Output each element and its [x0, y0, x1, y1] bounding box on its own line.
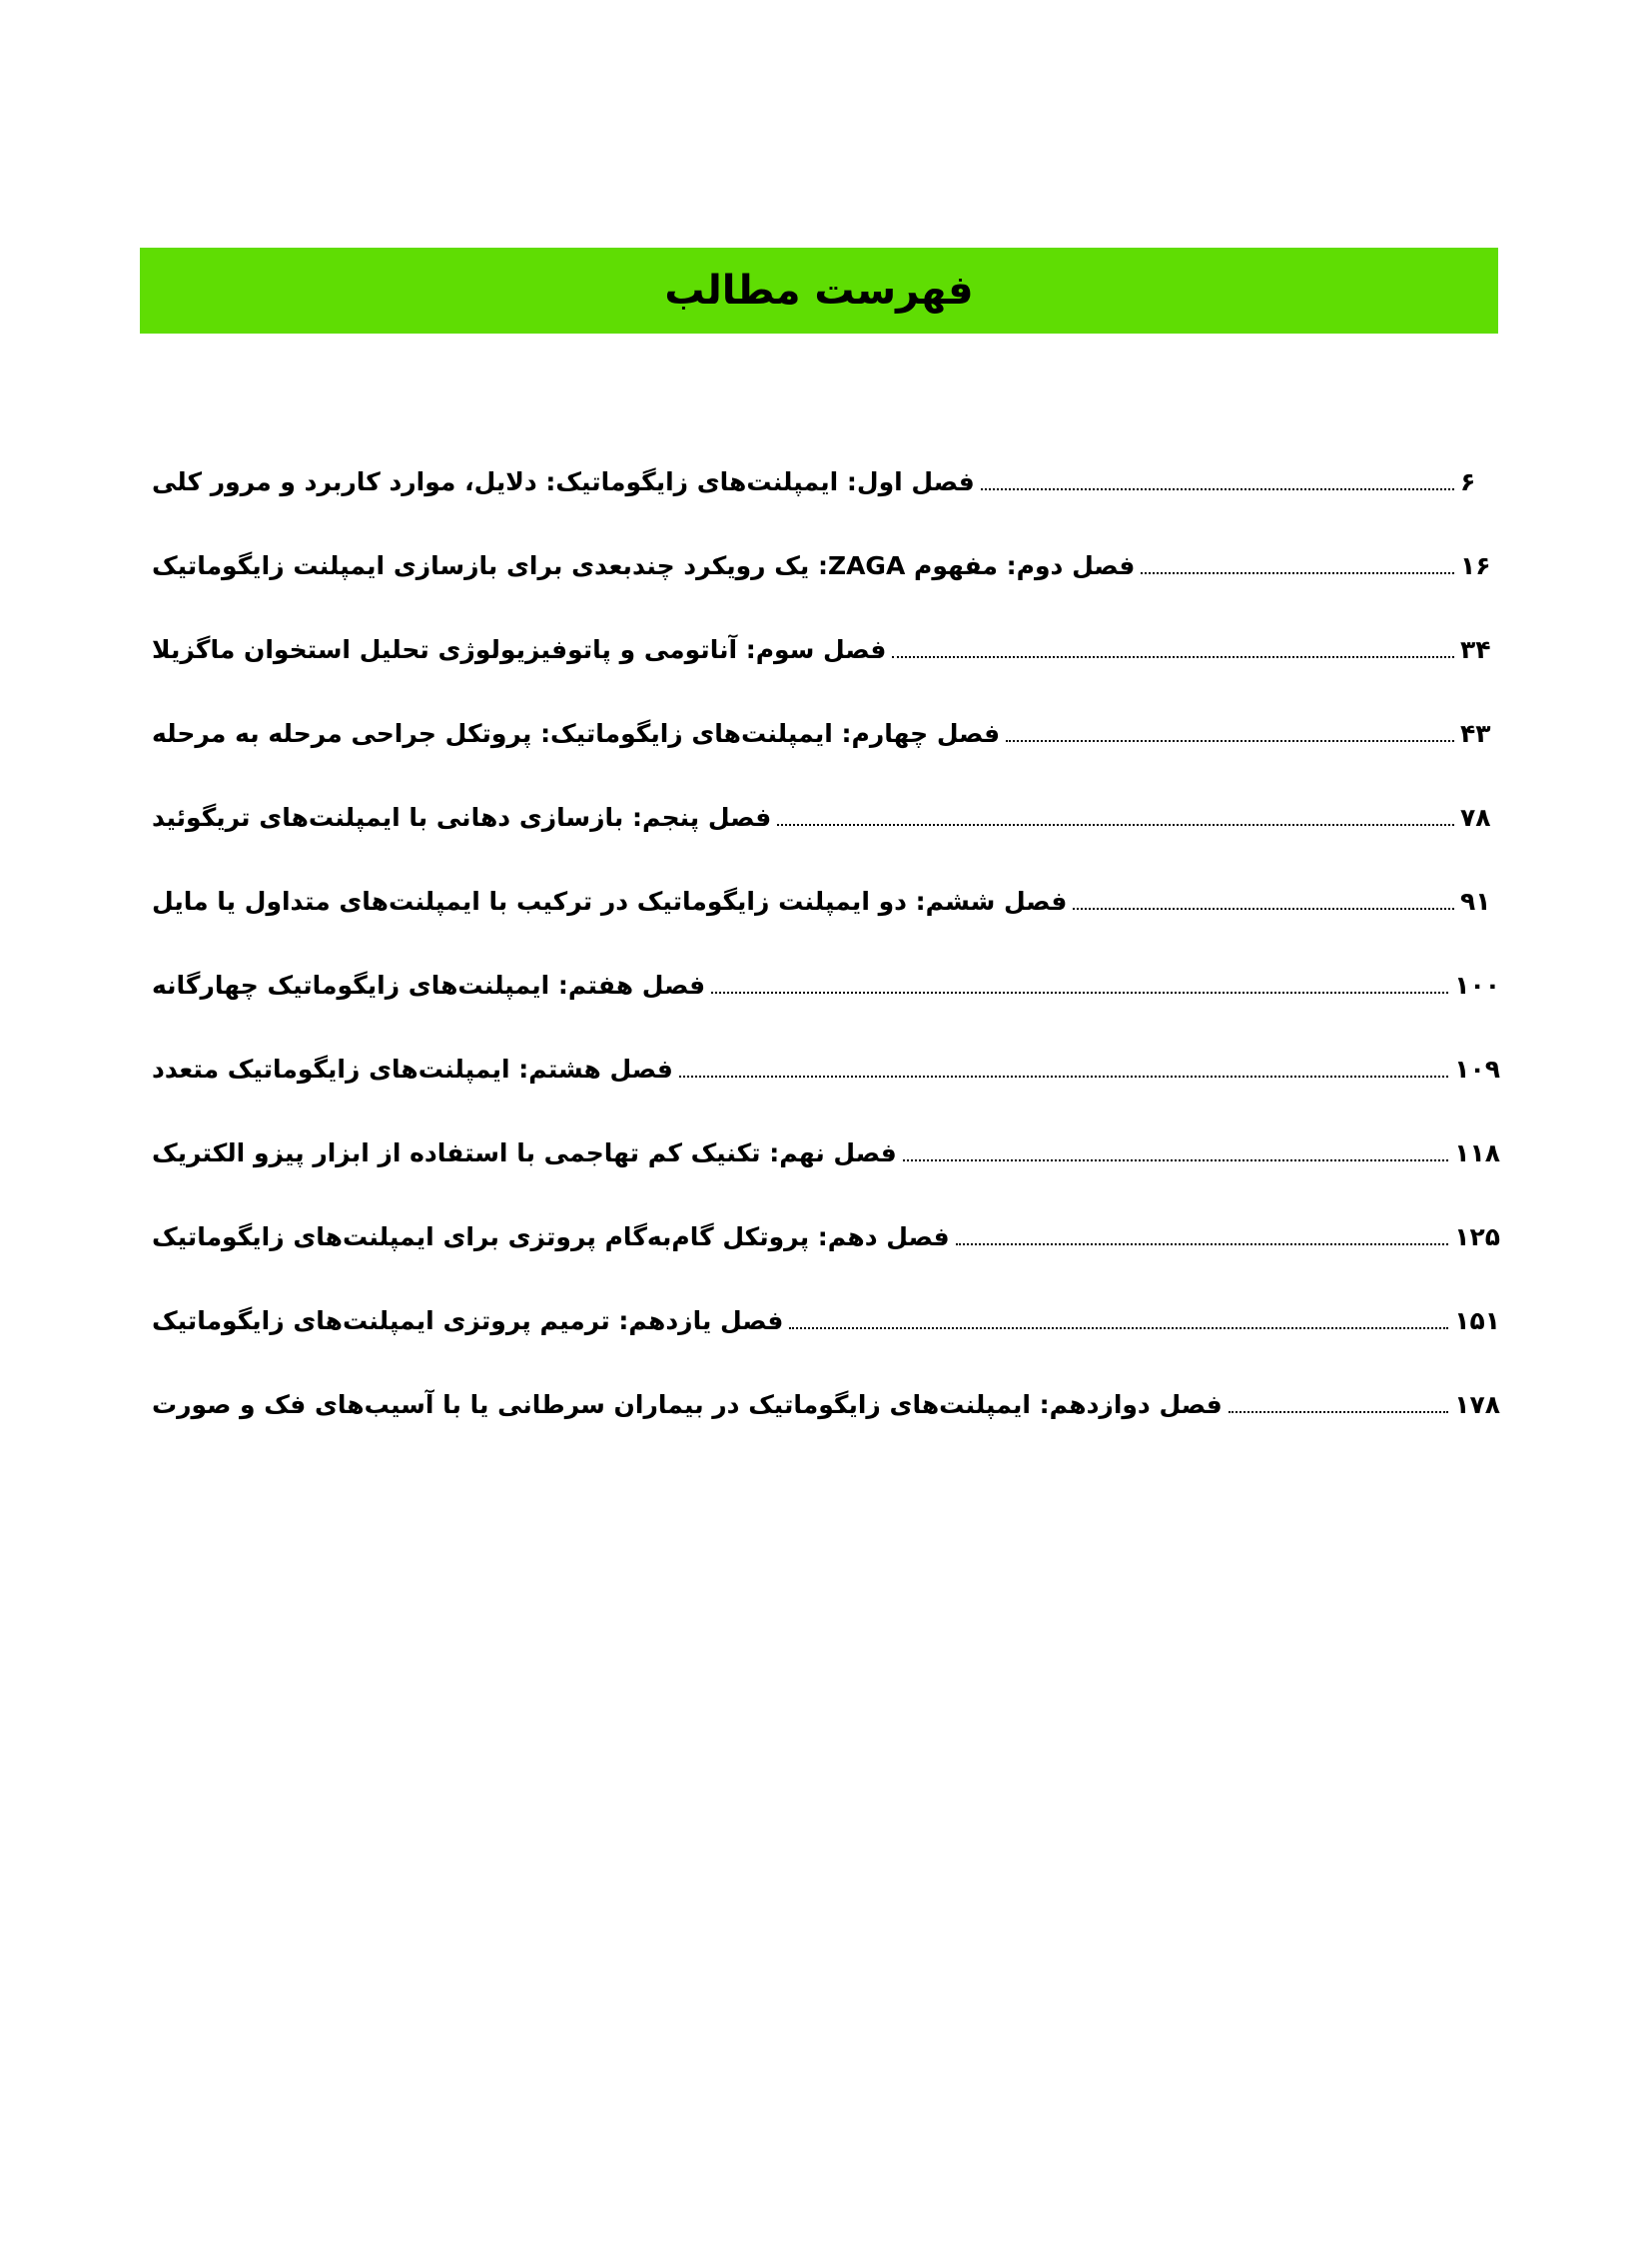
toc-leader-dots: [711, 992, 1448, 994]
toc-entry-title: فصل دوازدهم: ایمپلنت‌های زایگوماتیک در بیماران سرطانی یا با آسیب‌های فک و صورت: [152, 1389, 1223, 1419]
toc-entry[interactable]: [152, 1194, 1500, 1278]
toc-entry-page: ۱۵۱: [1454, 1305, 1500, 1335]
toc-entry-title: فصل هشتم: ایمپلنت‌های زایگوماتیک متعدد: [152, 1054, 673, 1084]
toc-entry-title: فصل نهم: تکنیک کم تهاجمی با استفاده از ابزار پیزو الکتریک: [152, 1137, 897, 1167]
toc-leader-dots: [1141, 572, 1454, 574]
toc-entry-page: ۱۲۵: [1454, 1221, 1500, 1251]
table-of-contents: [152, 439, 1500, 1446]
toc-entry-page: ۹۱: [1460, 886, 1491, 916]
toc-leader-dots: [1006, 740, 1454, 742]
toc-entry-title: فصل دوم: مفهوم ZAGA: یک رویکرد چندبعدی برای بازسازی ایمپلنت زایگوماتیک: [152, 550, 1136, 580]
toc-entry-title: فصل ششم: دو ایمپلنت زایگوماتیک در ترکیب با ایمپلنت‌های متداول یا مایل: [152, 886, 1068, 916]
toc-entry-title: فصل چهارم: ایمپلنت‌های زایگوماتیک: پروتکل جراحی مرحله به مرحله: [152, 718, 1001, 748]
toc-entry-title: فصل اول: ایمپلنت‌های زایگوماتیک: دلایل، موارد کاربرد و مرور کلی: [152, 466, 975, 496]
toc-leader-dots: [789, 1327, 1448, 1329]
toc-header-bar: [140, 248, 1498, 334]
toc-entry-page: ۱۰۰: [1454, 970, 1500, 1000]
toc-leader-dots: [981, 488, 1454, 490]
toc-entry-page: ۶: [1460, 466, 1476, 496]
toc-entry-title: فصل یازدهم: ترمیم پروتزی ایمپلنت‌های زایگوماتیک: [152, 1305, 784, 1335]
toc-entry-page: ۳۴: [1460, 634, 1491, 664]
toc-entry[interactable]: [152, 943, 1500, 1027]
toc-entry-page: ۱۷۸: [1454, 1389, 1500, 1419]
toc-leader-dots: [1229, 1411, 1448, 1413]
toc-entry-page: ۴۳: [1460, 718, 1491, 748]
toc-entry-page: ۱۰۹: [1454, 1054, 1500, 1084]
toc-leader-dots: [1073, 908, 1454, 910]
toc-leader-dots: [956, 1243, 1449, 1245]
toc-entry-title: فصل هفتم: ایمپلنت‌های زایگوماتیک چهارگانه: [152, 970, 706, 1000]
toc-entry[interactable]: [152, 775, 1500, 859]
toc-entry[interactable]: [152, 1278, 1500, 1362]
toc-leader-dots: [777, 824, 1454, 826]
toc-entry-page: ۱۶: [1460, 550, 1491, 580]
toc-entry[interactable]: [152, 859, 1500, 943]
page-title: فهرست مطالب: [664, 268, 974, 314]
toc-leader-dots: [903, 1159, 1448, 1161]
toc-entry-title: فصل سوم: آناتومی و پاتوفیزیولوژی تحلیل استخوان ماگزیلا: [152, 634, 887, 664]
toc-entry[interactable]: [152, 523, 1500, 607]
toc-leader-dots: [679, 1076, 1448, 1078]
toc-entry[interactable]: [152, 439, 1500, 523]
toc-entry-title: فصل پنجم: بازسازی دهانی با ایمپلنت‌های تریگوئید: [152, 802, 772, 832]
toc-entry[interactable]: [152, 607, 1500, 691]
toc-leader-dots: [892, 656, 1454, 658]
toc-entry[interactable]: [152, 1362, 1500, 1446]
toc-entry-page: ۷۸: [1460, 802, 1491, 832]
toc-entry[interactable]: [152, 1027, 1500, 1111]
toc-entry-title: فصل دهم: پروتکل گام‌به‌گام پروتزی برای ایمپلنت‌های زایگوماتیک: [152, 1221, 950, 1251]
toc-entry[interactable]: [152, 1111, 1500, 1194]
toc-entry[interactable]: [152, 691, 1500, 775]
toc-entry-page: ۱۱۸: [1454, 1137, 1500, 1167]
